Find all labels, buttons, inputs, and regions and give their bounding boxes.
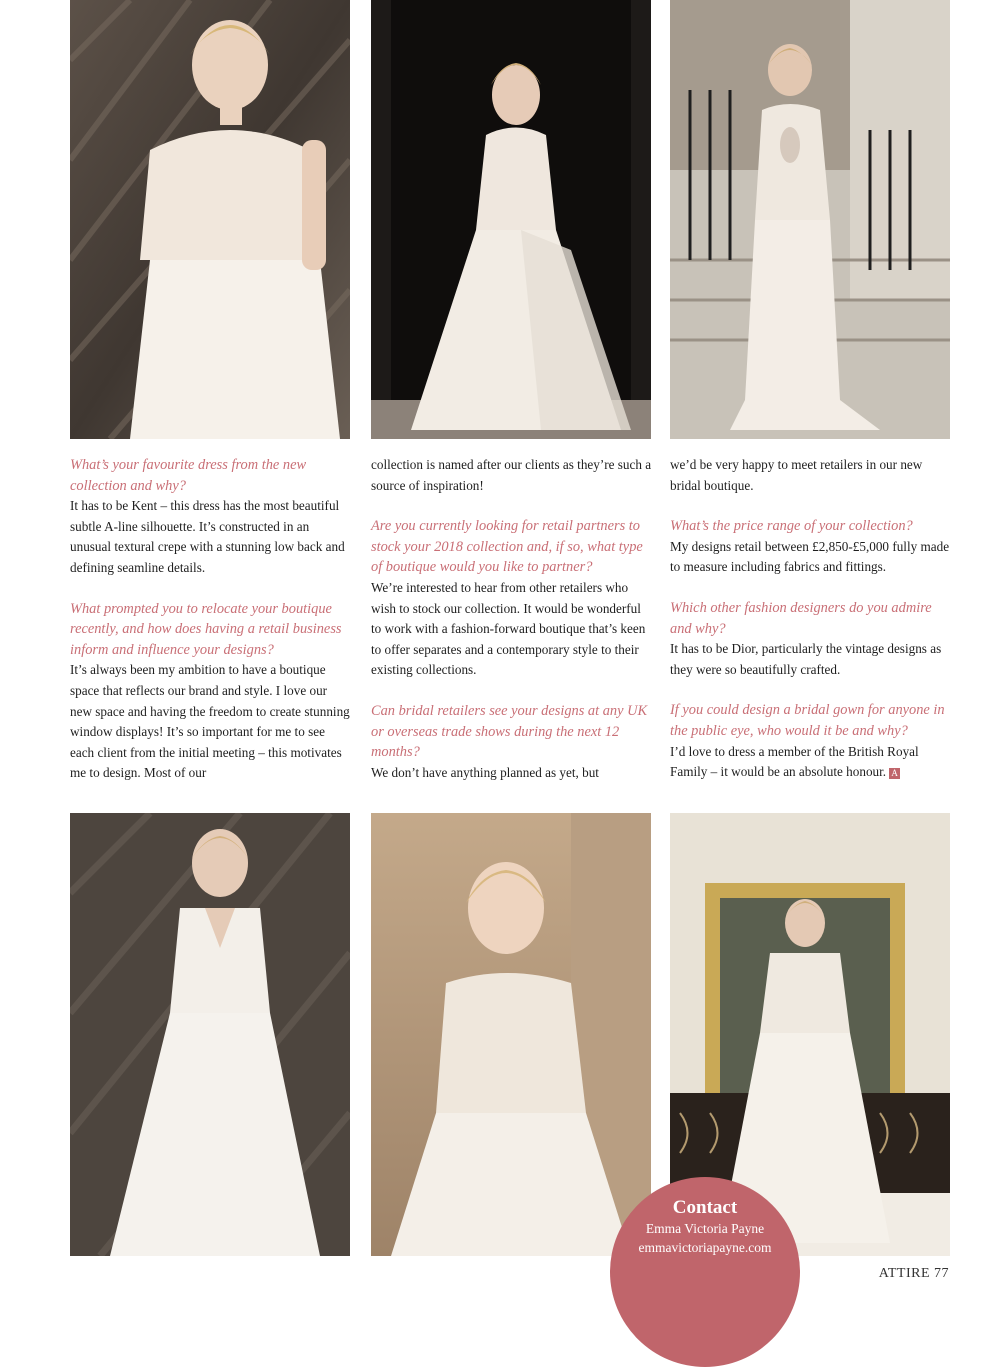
answer-public-eye (670, 742, 952, 783)
answer-admired-designers: It has to be Dior, particularly the vintage designs as they were so beautifully crafted. (670, 641, 942, 677)
article-end-mark-icon: A (889, 768, 900, 779)
photo-bride-illusion-sleeves (371, 813, 651, 1256)
contact-badge (610, 1177, 800, 1367)
answer-relocate-boutique-continued: collection is named after our clients as they’re such a source of inspiration! (371, 457, 652, 493)
question-admired-designers: Which other fashion designers do you admire and why? (670, 599, 932, 637)
article-column-3 (670, 455, 952, 783)
answer-retail-partners: We’re interested to hear from other retailers who wish to stock our collection. It would be wonderful to work with a fashion-forward boutique that’s keen to offer separates and a contemporary style to their existing collections. (371, 579, 646, 678)
photo-bride-v-neck-gown (70, 813, 350, 1256)
question-trade-shows: Can bridal retailers see your designs at any UK or overseas trade shows during the next 12 months? (371, 702, 648, 761)
question-price-range: What’s the price range of your collection? (670, 518, 913, 535)
article-column-2 (371, 455, 653, 783)
question-favourite-dress: What’s your favourite dress from the new collection and why? (70, 457, 307, 494)
photo-bride-keyhole-back-street (670, 0, 950, 439)
answer-public-eye-text: I’d love to dress a member of the British Royal Family – it would be an absolute honour. (670, 743, 919, 780)
article-column-1 (70, 455, 352, 784)
answer-trade-shows-continued: we’d be very happy to meet retailers in our new bridal boutique. (670, 457, 923, 493)
question-retail-partners: Are you currently looking for retail partners to stock your 2018 collection and, if so, what type of boutique would you like to partner? (371, 518, 643, 576)
photo-bride-lace-train-doorway (371, 0, 651, 439)
question-relocate-boutique: What prompted you to relocate your boutique recently, and how does having a retail business inform and influence your designs? (70, 600, 342, 658)
answer-favourite-dress: It has to be Kent – this dress has the most beautiful subtle A-line silhouette. It’s constructed in an unusual textural crepe with a stunning low back and defining seamline details. (70, 498, 345, 575)
contact-website-link[interactable]: emmavictoriapayne.com (638, 1240, 772, 1255)
contact-name: Emma Victoria Payne (645, 1221, 765, 1236)
page-folio: ATTIRE 77 (878, 1266, 949, 1281)
contact-title: Contact (672, 1197, 738, 1218)
answer-price-range: My designs retail between £2,850-£5,000 fully made to measure including fabrics and fittings. (670, 538, 950, 575)
answer-trade-shows: We don’t have anything planned as yet, but (371, 764, 599, 780)
photo-bride-lace-top-wall (70, 0, 350, 439)
question-public-eye: If you could design a bridal gown for anyone in the public eye, who would it be and why? (670, 702, 945, 739)
answer-relocate-boutique: It’s always been my ambition to have a boutique space that reflects our brand and style. I love our new space and having the freedom to create stunning window displays! It’s so important for me to see each client from the initial meeting – this motivates me to design. Most of our (70, 662, 350, 781)
